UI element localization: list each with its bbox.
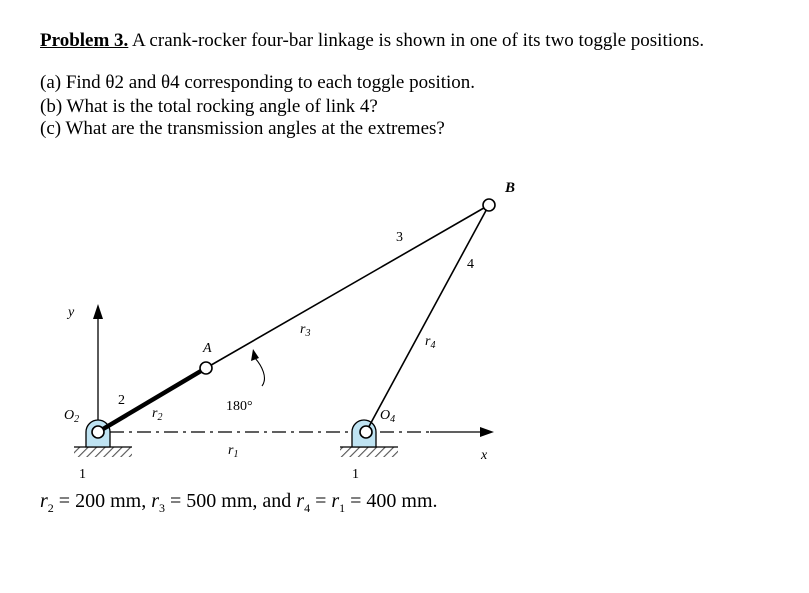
link-4-rocker	[366, 205, 489, 432]
label-r3: $r_3$	[300, 322, 311, 339]
label-point-a: A	[203, 341, 212, 356]
label-angle-180: 180°	[226, 399, 253, 414]
angle-arc	[255, 358, 264, 386]
question-a: (a) Find θ2 and θ4 corresponding to each toggle position.	[40, 72, 476, 93]
label-ground-left: 1	[79, 467, 86, 482]
label-r4: $r_4$	[425, 334, 436, 351]
label-link4-number: 4	[467, 257, 474, 272]
problem-number: Problem 3.	[40, 30, 129, 51]
angle-arrowhead	[251, 349, 259, 361]
question-c: (c) What are the transmission angles at the extremes?	[40, 118, 445, 139]
joint-o4	[360, 426, 372, 438]
joint-a	[200, 362, 212, 374]
given-values: $r_2 = 200$ mm, $r_3 = 500$ mm, and $r_4 = r_1 = 400$ mm.	[40, 490, 438, 515]
link-2-crank	[98, 368, 206, 432]
question-b: (b) What is the total rocking angle of link 4?	[40, 96, 378, 117]
label-point-b: B	[505, 180, 516, 196]
label-o2: $O_2$	[64, 408, 80, 425]
label-ground-right: 1	[352, 467, 359, 482]
label-o4: $O_4$	[380, 408, 396, 425]
label-r1: $r_1$	[228, 443, 239, 460]
label-link3-number: 3	[396, 230, 403, 245]
link-3-coupler	[206, 205, 489, 368]
y-axis-arrowhead	[93, 304, 103, 319]
label-link2-number: 2	[118, 393, 125, 408]
joint-o2	[92, 426, 104, 438]
label-x-axis: x	[481, 448, 488, 463]
joint-b	[483, 199, 495, 211]
x-axis-arrowhead	[480, 427, 494, 437]
ground-left	[74, 420, 132, 457]
label-r2: $r_2$	[152, 406, 163, 423]
problem-statement: A crank-rocker four-bar linkage is shown in one of its two toggle positions.	[128, 30, 705, 51]
label-y-axis: y	[68, 305, 75, 320]
